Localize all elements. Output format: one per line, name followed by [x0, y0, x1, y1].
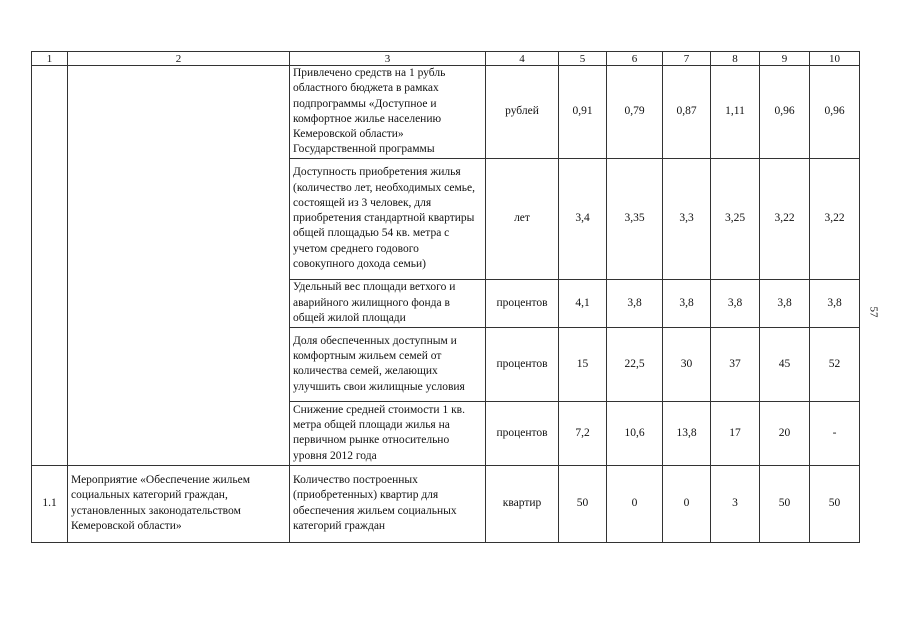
- value-cell: 4,1: [559, 279, 607, 327]
- indicator-cell: Доступность приобретения жилья (количество лет, необходимых семье, состоящей из 3 человек, для приобретения стандартной квартиры общей площадью 54 кв. метра с учетом среднего годового совокупного дохода семьи): [290, 158, 486, 279]
- unit-cell: рублей: [486, 66, 559, 159]
- empty-measure-cell: [68, 66, 290, 466]
- value-cell: 20: [760, 401, 810, 465]
- value-cell: 0,96: [760, 66, 810, 159]
- value-cell: 3,8: [711, 279, 760, 327]
- value-cell: 50: [810, 465, 860, 542]
- header-cell: 1: [32, 52, 68, 66]
- value-cell: 0,91: [559, 66, 607, 159]
- header-cell: 5: [559, 52, 607, 66]
- indicator-cell: Доля обеспеченных доступным и комфортным жильем семей от количества семей, желающих улучшить свои жилищные условия: [290, 327, 486, 401]
- unit-cell: процентов: [486, 327, 559, 401]
- value-cell: -: [810, 401, 860, 465]
- value-cell: 17: [711, 401, 760, 465]
- table-row: [32, 66, 860, 159]
- header-cell: 9: [760, 52, 810, 66]
- empty-index-cell: [32, 66, 68, 466]
- header-row: [32, 52, 860, 66]
- unit-cell: квартир: [486, 465, 559, 542]
- header-cell: 10: [810, 52, 860, 66]
- indicators-table: [31, 51, 860, 543]
- value-cell: 13,8: [663, 401, 711, 465]
- value-cell: 30: [663, 327, 711, 401]
- value-cell: 37: [711, 327, 760, 401]
- value-cell: 3,8: [663, 279, 711, 327]
- value-cell: 0: [607, 465, 663, 542]
- value-cell: 50: [559, 465, 607, 542]
- value-cell: 3,8: [607, 279, 663, 327]
- indicator-cell: Снижение средней стоимости 1 кв. метра общей площади жилья на первичном рынке относительно уровня 2012 года: [290, 401, 486, 465]
- value-cell: 50: [760, 465, 810, 542]
- header-cell: 8: [711, 52, 760, 66]
- value-cell: 3,25: [711, 158, 760, 279]
- value-cell: 3: [711, 465, 760, 542]
- value-cell: 0,79: [607, 66, 663, 159]
- value-cell: 3,22: [760, 158, 810, 279]
- value-cell: 3,4: [559, 158, 607, 279]
- value-cell: 45: [760, 327, 810, 401]
- unit-cell: лет: [486, 158, 559, 279]
- row-index: 1.1: [32, 465, 68, 542]
- value-cell: 1,11: [711, 66, 760, 159]
- value-cell: 3,22: [810, 158, 860, 279]
- indicator-cell: Привлечено средств на 1 рубль областного бюджета в рамках подпрограммы «Доступное и комфортное жилье населению Кемеровской области» Государственной программы: [290, 66, 486, 159]
- header-cell: 4: [486, 52, 559, 66]
- unit-cell: процентов: [486, 401, 559, 465]
- indicator-cell: Удельный вес площади ветхого и аварийного жилищного фонда в общей жилой площади: [290, 279, 486, 327]
- page-number: 57: [867, 306, 880, 318]
- value-cell: 22,5: [607, 327, 663, 401]
- value-cell: 3,8: [760, 279, 810, 327]
- value-cell: 7,2: [559, 401, 607, 465]
- measure-name: Мероприятие «Обеспечение жильем социальных категорий граждан, установленных законодательством Кемеровской области»: [68, 465, 290, 542]
- value-cell: 52: [810, 327, 860, 401]
- measure-row: [32, 465, 860, 542]
- value-cell: 3,35: [607, 158, 663, 279]
- value-cell: 0,96: [810, 66, 860, 159]
- header-cell: 7: [663, 52, 711, 66]
- value-cell: 15: [559, 327, 607, 401]
- value-cell: 0,87: [663, 66, 711, 159]
- value-cell: 0: [663, 465, 711, 542]
- header-cell: 2: [68, 52, 290, 66]
- value-cell: 10,6: [607, 401, 663, 465]
- indicator-cell: Количество построенных (приобретенных) квартир для обеспечения жильем социальных категорий граждан: [290, 465, 486, 542]
- value-cell: 3,3: [663, 158, 711, 279]
- unit-cell: процентов: [486, 279, 559, 327]
- header-cell: 6: [607, 52, 663, 66]
- header-cell: 3: [290, 52, 486, 66]
- value-cell: 3,8: [810, 279, 860, 327]
